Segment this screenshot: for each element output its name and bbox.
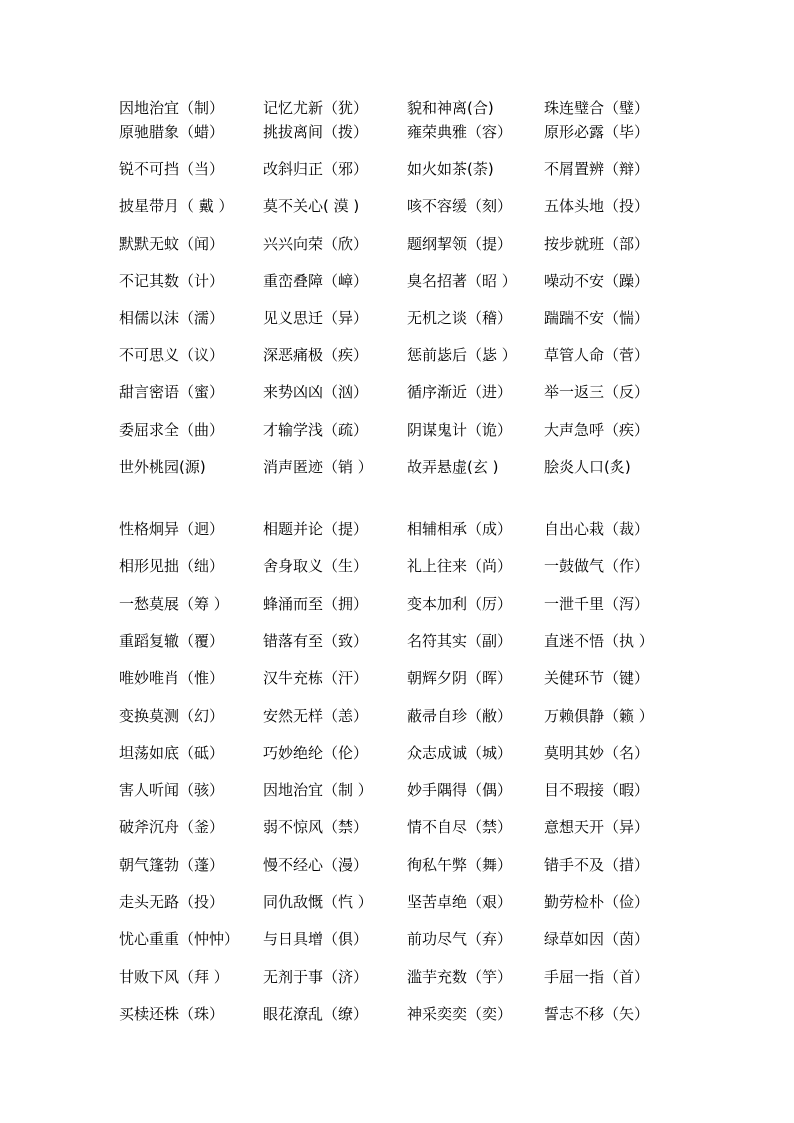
idiom-entry: 坦荡如底（砥） — [119, 743, 225, 762]
idiom-row — [0, 121, 794, 143]
idiom-row — [0, 518, 794, 540]
idiom-entry: 不记其数（计） — [119, 272, 225, 290]
idiom-entry: 见义思迁（异） — [263, 309, 369, 327]
idiom-entry: 一鼓做气（作） — [544, 557, 650, 576]
idiom-entry: 意想天开（异） — [544, 818, 650, 837]
idiom-row — [0, 928, 794, 950]
idiom-entry: 汉牛充栋（汗） — [263, 669, 369, 688]
idiom-entry: 众志成诚（城） — [407, 743, 513, 762]
idiom-row — [0, 381, 794, 403]
idiom-entry: 神采奕奕（奕） — [407, 1004, 513, 1023]
idiom-entry: 绿草如因（茵） — [544, 930, 650, 949]
idiom-entry: 蜂涌而至（拥） — [263, 594, 369, 613]
idiom-entry: 踹踹不安（惴） — [544, 309, 650, 327]
idiom-entry: 来势凶凶（汹） — [263, 383, 369, 401]
idiom-entry: 不屑置辨（辩） — [544, 160, 650, 178]
idiom-entry: 脍炎人口(炙) — [544, 458, 631, 476]
idiom-row — [0, 270, 794, 292]
idiom-entry: 舍身取义（生） — [263, 557, 369, 576]
idiom-entry: 错落有至（致） — [263, 631, 369, 650]
idiom-entry: 无剂于事（济） — [263, 967, 369, 986]
idiom-entry: 莫不关心( 漠 ) — [263, 197, 360, 215]
idiom-entry: 弱不惊风（禁） — [263, 818, 369, 837]
idiom-entry: 惩前毖后（毖 ） — [407, 346, 517, 364]
idiom-entry: 朝辉夕阴（晖） — [407, 669, 513, 688]
idiom-entry: 相题并论（提） — [263, 520, 369, 538]
idiom-entry: 慢不经心（漫） — [263, 855, 369, 874]
idiom-entry: 忧心重重（忡忡） — [119, 930, 240, 949]
idiom-entry: 世外桃园(源) — [119, 458, 206, 476]
idiom-entry: 手屈一指（首） — [544, 967, 650, 986]
idiom-row — [0, 1003, 794, 1025]
idiom-entry: 无机之谈（稽） — [407, 309, 513, 327]
idiom-entry: 变换莫测（幻） — [119, 706, 225, 725]
idiom-row — [0, 630, 794, 652]
idiom-entry: 故弄悬虚(玄 ) — [407, 458, 499, 476]
idiom-entry: 重蹈复辙（覆） — [119, 631, 225, 650]
idiom-entry: 原驰腊象（蜡） — [119, 123, 225, 141]
idiom-entry: 消声匿迹（销 ） — [263, 458, 373, 476]
idiom-entry: 一泄千里（泻） — [544, 594, 650, 613]
idiom-entry: 相辅相承（成） — [407, 520, 513, 538]
idiom-entry: 徇私午弊（舞） — [407, 855, 513, 874]
idiom-row — [0, 779, 794, 801]
idiom-row — [0, 158, 794, 180]
idiom-entry: 委屈求全（曲） — [119, 421, 225, 439]
idiom-entry: 誓志不移（矢） — [544, 1004, 650, 1023]
idiom-row — [0, 705, 794, 727]
idiom-row — [0, 419, 794, 441]
idiom-row — [0, 593, 794, 615]
idiom-entry: 坚苦卓绝（艰） — [407, 893, 513, 911]
idiom-entry: 深恶痛极（疾） — [263, 346, 369, 364]
idiom-entry: 相儒以沫（濡） — [119, 309, 225, 327]
idiom-row — [0, 97, 794, 119]
idiom-entry: 相形见拙（绌） — [119, 557, 225, 576]
idiom-entry: 改斜归正（邪） — [263, 160, 369, 178]
idiom-entry: 题纲挈领（提） — [407, 235, 513, 253]
idiom-row — [0, 891, 794, 913]
idiom-entry: 才输学浅（疏） — [263, 421, 369, 439]
idiom-entry: 走头无路（投） — [119, 893, 225, 911]
idiom-entry: 性格炯异（迥） — [119, 520, 225, 538]
idiom-row — [0, 966, 794, 988]
idiom-entry: 兴兴向荣（欣） — [263, 235, 369, 253]
idiom-row — [0, 456, 794, 478]
idiom-row — [0, 307, 794, 329]
idiom-entry: 勤劳检朴（俭） — [544, 893, 650, 911]
idiom-entry: 貌和神离(合) — [407, 99, 494, 117]
idiom-entry: 朝气篷勃（蓬） — [119, 855, 225, 874]
idiom-row — [0, 667, 794, 689]
idiom-entry: 害人听闻（骇） — [119, 781, 225, 800]
idiom-entry: 珠连璧合（璧） — [544, 99, 650, 117]
idiom-entry: 默默无蚊（闻） — [119, 235, 225, 253]
idiom-entry: 甘败下风（拜 ） — [119, 967, 229, 986]
idiom-entry: 按步就班（部） — [544, 235, 650, 253]
idiom-entry: 阴谋鬼计（诡） — [407, 421, 513, 439]
idiom-row — [0, 742, 794, 764]
idiom-row — [0, 854, 794, 876]
idiom-entry: 错手不及（措） — [544, 855, 650, 874]
idiom-entry: 甜言密语（蜜） — [119, 383, 225, 401]
idiom-entry: 唯妙唯肖（惟） — [119, 669, 225, 688]
idiom-entry: 循序渐近（进） — [407, 383, 513, 401]
idiom-entry: 一愁莫展（筹 ） — [119, 594, 229, 613]
idiom-entry: 名符其实（副） — [407, 631, 513, 650]
idiom-row — [0, 195, 794, 217]
idiom-entry: 五体头地（投） — [544, 197, 650, 215]
idiom-row — [0, 344, 794, 366]
idiom-entry: 破斧沉舟（釜） — [119, 818, 225, 837]
idiom-entry: 目不瑕接（暇） — [544, 781, 650, 800]
idiom-entry: 噪动不安（躁） — [544, 272, 650, 290]
idiom-entry: 因地治宜（制 ） — [263, 781, 373, 800]
idiom-entry: 情不自尽（禁） — [407, 818, 513, 837]
idiom-entry: 礼上往来（尚） — [407, 557, 513, 576]
idiom-entry: 眼花潦乱（缭） — [263, 1004, 369, 1023]
idiom-entry: 不可思义（议） — [119, 346, 225, 364]
idiom-entry: 万赖俱静（籁 ） — [544, 706, 654, 725]
idiom-entry: 同仇敌慨（忾 ） — [263, 893, 373, 911]
idiom-entry: 莫明其妙（名） — [544, 743, 650, 762]
idiom-entry: 臭名招著（昭 ） — [407, 272, 517, 290]
idiom-entry: 大声急呼（疾） — [544, 421, 650, 439]
idiom-entry: 雍荣典雅（容） — [407, 123, 513, 141]
idiom-entry: 蔽帚自珍（敝） — [407, 706, 513, 725]
idiom-entry: 举一返三（反） — [544, 383, 650, 401]
idiom-row — [0, 233, 794, 255]
idiom-entry: 变本加利（厉） — [407, 594, 513, 613]
idiom-entry: 妙手隅得（偶） — [407, 781, 513, 800]
idiom-entry: 安然无样（恙） — [263, 706, 369, 725]
idiom-entry: 自出心栽（裁） — [544, 520, 650, 538]
idiom-entry: 锐不可挡（当） — [119, 160, 225, 178]
idiom-entry: 草管人命（菅） — [544, 346, 650, 364]
idiom-entry: 与日具增（俱） — [263, 930, 369, 949]
idiom-entry: 因地治宜（制） — [119, 99, 225, 117]
idiom-entry: 买椟还株（珠） — [119, 1004, 225, 1023]
idiom-entry: 挑拔离间（拨） — [263, 123, 369, 141]
idiom-entry: 前功尽气（弃） — [407, 930, 513, 949]
idiom-entry: 关健环节（键） — [544, 669, 650, 688]
idiom-entry: 咳不容缓（刻） — [407, 197, 513, 215]
idiom-entry: 披星带月（ 戴 ） — [119, 197, 234, 215]
idiom-row — [0, 555, 794, 577]
idiom-entry: 重峦叠障（嶂） — [263, 272, 369, 290]
idiom-entry: 直迷不悟（执 ） — [544, 631, 654, 650]
idiom-entry: 记忆尤新（犹） — [263, 99, 369, 117]
idiom-entry: 巧妙绝纶（伦） — [263, 743, 369, 762]
idiom-entry: 如火如茶(荼) — [407, 160, 494, 178]
idiom-entry: 原形必露（毕） — [544, 123, 650, 141]
idiom-row — [0, 816, 794, 838]
idiom-entry: 滥芋充数（竽） — [407, 967, 513, 986]
